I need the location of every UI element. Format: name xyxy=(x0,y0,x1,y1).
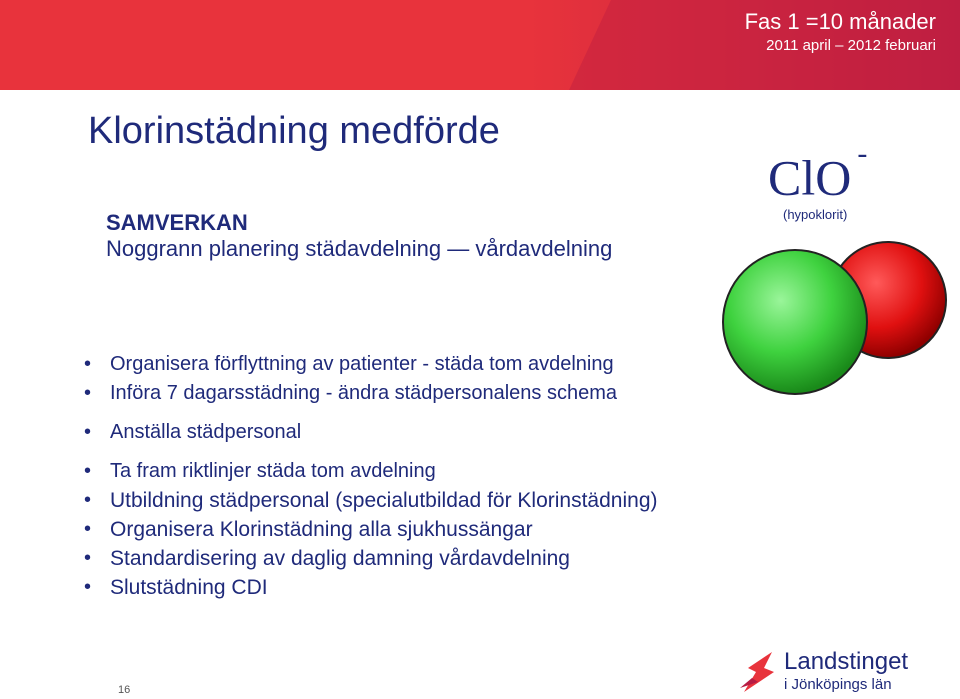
logo-name: Landstinget xyxy=(784,648,909,675)
list-item: • Anställa städpersonal xyxy=(80,418,658,447)
collab-subheading: Noggrann planering städavdelning — vårdavdelning xyxy=(106,236,613,261)
bullet-list xyxy=(80,350,658,602)
logo-subtitle: i Jönköpings län xyxy=(784,676,892,693)
list-item: • Standardisering av daglig damning vårdavdelning xyxy=(80,544,658,573)
organization-logo xyxy=(738,648,938,694)
chlorine-atom xyxy=(723,250,867,394)
logo-mark-icon xyxy=(738,648,780,694)
list-item: • Slutstädning CDI xyxy=(80,573,658,602)
list-item: • Ta fram riktlinjer städa tom avdelning xyxy=(80,457,658,486)
chemical-formula xyxy=(768,137,868,206)
list-item: • Utbildning städpersonal (specialutbildad för Klorinstädning) xyxy=(80,486,658,515)
list-item: • Organisera förflyttning av patienter - städa tom avdelning xyxy=(80,350,658,379)
phase-info xyxy=(745,8,936,56)
phase-title: Fas 1 =10 månader xyxy=(744,9,936,34)
collaboration-block xyxy=(106,210,612,262)
formula-caption: (hypoklorit) xyxy=(783,207,848,222)
header-banner xyxy=(0,0,960,90)
list-item: • Organisera Klorinstädning alla sjukhussängar xyxy=(80,515,658,544)
phase-dates: 2011 april – 2012 februari xyxy=(766,37,936,54)
formula-charge: - xyxy=(857,137,868,170)
slide-title: Klorinstädning medförde xyxy=(88,110,500,152)
hypochlorite-molecule-image xyxy=(720,240,960,400)
list-item: • Införa 7 dagarsstädning - ändra städpersonalens schema xyxy=(80,379,658,408)
formula-main: ClO xyxy=(768,149,852,206)
collab-heading: SAMVERKAN xyxy=(106,210,248,235)
page-number: 16 xyxy=(118,684,131,696)
